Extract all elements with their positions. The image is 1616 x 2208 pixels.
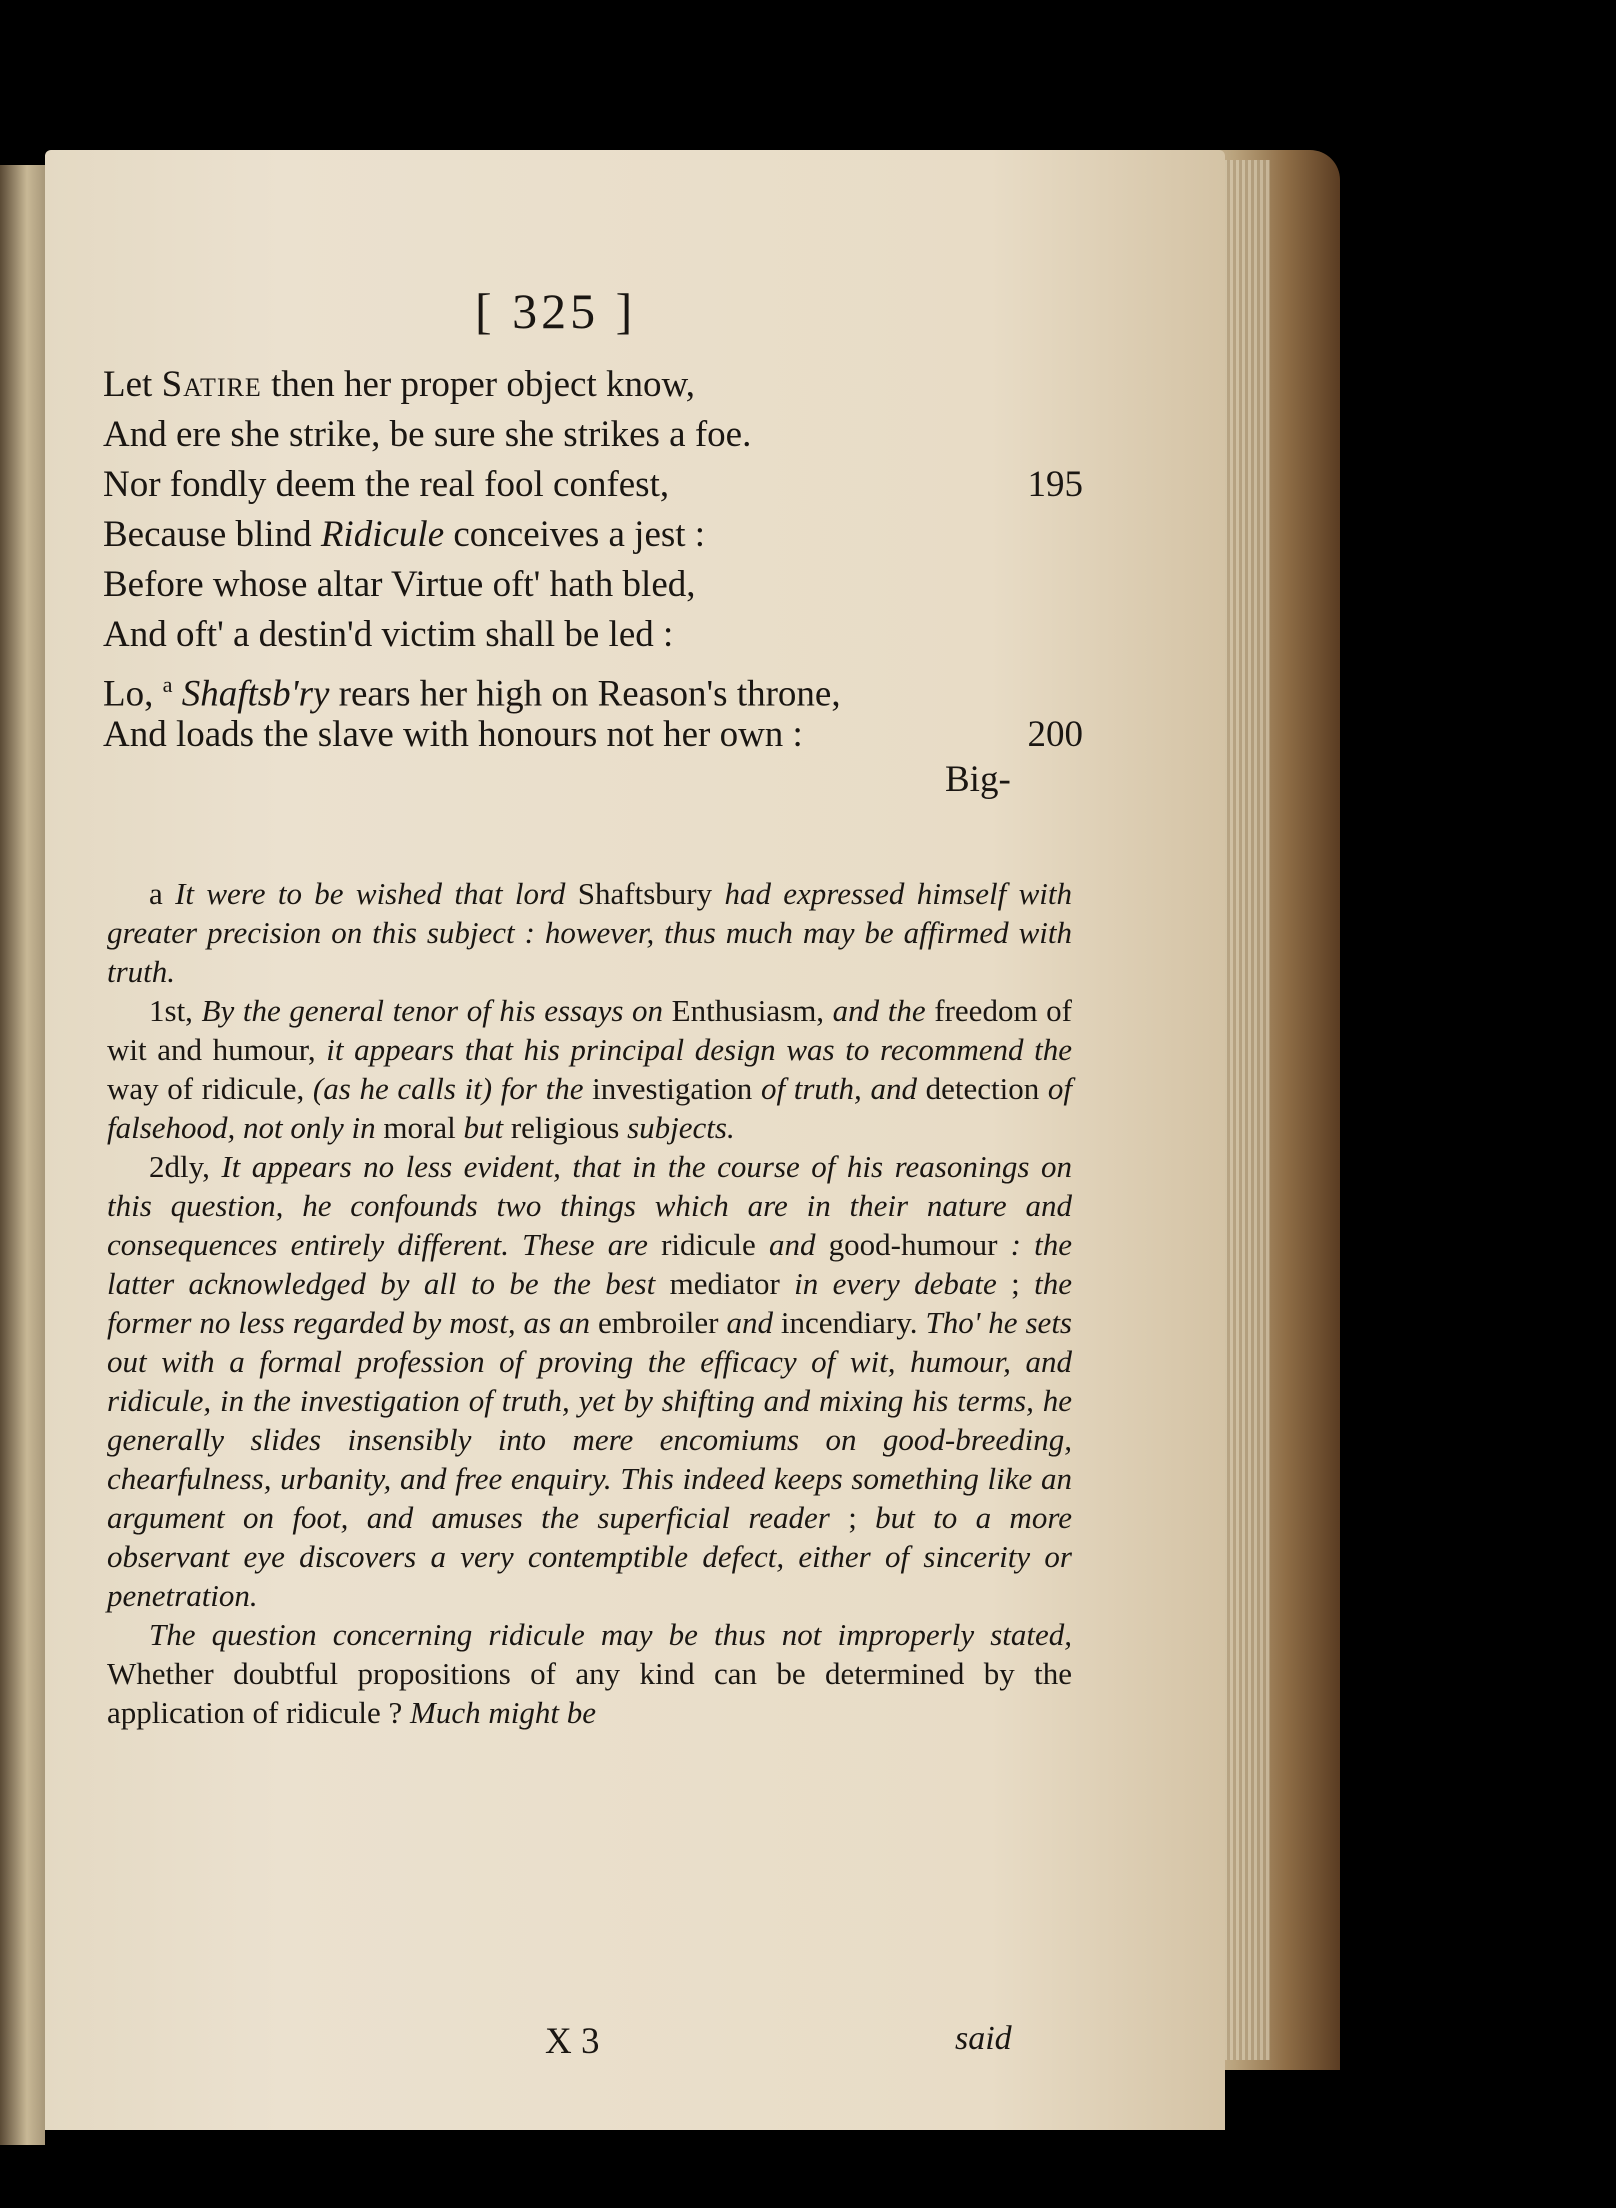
verse-line [103, 510, 1083, 560]
text-run: good-humour [828, 1227, 998, 1262]
text-run: in every debate [779, 1266, 997, 1301]
line-number: 195 [1027, 464, 1083, 505]
verse-line [103, 710, 1083, 760]
verse-line [103, 410, 1083, 460]
text-run: By the general tenor of his essays on [201, 993, 672, 1028]
text-run [172, 673, 181, 714]
text-run: the former no less regarded by most, as an [107, 1266, 1072, 1340]
text-run: Lo, [103, 673, 163, 715]
catchword: Big- [945, 759, 1011, 800]
text-run: Tho' he sets out with a formal profession of proving the efficacy of wit, humour, and ridicule, in the investigation of truth, yet by shifting and mixing his terms, he generally slides insensibly into mere encomiums on good-breeding, chearfulness, urbanity, and free enquiry. This indeed keeps something like an argument on foot, and amuses the superficial reader [107, 1305, 1072, 1535]
text-run: Because blind [103, 514, 321, 555]
text-run: It were to be wished that lord [175, 876, 578, 911]
verse-block [103, 360, 1083, 760]
verse-line [103, 660, 1083, 715]
text-run: of falsehood, not only in [107, 1071, 1073, 1145]
text-run: mediator [669, 1266, 780, 1301]
text-run: Enthusiasm, [671, 993, 825, 1028]
text-run: subjects. [619, 1110, 735, 1145]
footnote-paragraph [107, 991, 1072, 1147]
text-run: Let [103, 364, 162, 405]
text-run: but [455, 1110, 511, 1145]
text-run: ; [996, 1266, 1035, 1301]
text-run: incendiary. [780, 1305, 918, 1340]
text-run: The question concerning ridicule may be thus not improperly stated, [149, 1617, 1072, 1652]
line-number: 200 [1027, 714, 1083, 755]
text-run: religious [510, 1110, 620, 1145]
text-run: Ridicule [320, 514, 445, 555]
text-run: Shaftsb'ry [181, 673, 330, 715]
text-run: It appears no less evident, that in the course of his reasonings on this question, he confounds two things which are in their nature and consequences entirely different. These are [107, 1149, 1072, 1262]
text-run: detection [925, 1071, 1040, 1106]
text-run: of truth, and [752, 1071, 926, 1106]
verse-line [103, 360, 1083, 410]
text-run: Satire [161, 364, 262, 405]
text-run: investigation [592, 1071, 753, 1106]
text-run: And oft' a destin'd victim shall be led : [103, 614, 674, 655]
text-run: then her proper object know, [261, 364, 696, 405]
text-run: moral [383, 1110, 456, 1145]
text-run: 2dly, [149, 1149, 222, 1184]
text-run: Nor fondly deem the real fool confest, [103, 464, 670, 505]
text-run: And ere she strike, be sure she strikes a foe. [103, 414, 752, 455]
text-run: 1st, [149, 993, 202, 1028]
text-run: embroiler [598, 1305, 719, 1340]
verse-line [103, 560, 1083, 610]
verse-line [103, 460, 1083, 510]
facing-page-edge [0, 165, 45, 2145]
footnote-paragraph [107, 1615, 1072, 1732]
text-run: Whether doubtful propositions of any kind can be determined by the application of ridicule ? [107, 1656, 1072, 1730]
text-run: had expressed himself with greater precision on this subject : however, thus much may be affirmed with truth. [107, 876, 1072, 989]
text-run: freedom of wit and humour, [107, 993, 1072, 1067]
footnote-block [107, 874, 1072, 1732]
text-run: (as he calls it) for the [304, 1071, 593, 1106]
page-number-header: [ 325 ] [475, 283, 637, 339]
text-run: Before whose altar Virtue oft' hath bled, [103, 564, 696, 605]
text-run: And loads the slave with honours not her own : [103, 714, 803, 755]
signature-mark: X 3 [545, 2021, 600, 2062]
footnote-paragraph [107, 1147, 1072, 1615]
book-page [45, 150, 1225, 2130]
text-run: it appears that his principal design was to recommend the [315, 1032, 1072, 1067]
text-run: ridicule [661, 1227, 756, 1262]
text-run: a [162, 672, 173, 697]
text-run: and [718, 1305, 781, 1340]
text-run: way of ridicule, [107, 1071, 305, 1106]
text-run: a [149, 876, 176, 911]
text-run: and the [824, 993, 935, 1028]
text-run: rears her high on Reason's throne, [329, 673, 841, 715]
text-run: Much might be [410, 1695, 596, 1730]
verse-line [103, 610, 1083, 660]
footnote-paragraph [107, 874, 1072, 991]
text-run: ; [829, 1500, 876, 1535]
text-run: Shaftsbury [577, 876, 713, 911]
text-run: but to a more observant eye discovers a very contemptible defect, either of sincerity or penetration. [107, 1500, 1072, 1613]
text-run: and [755, 1227, 829, 1262]
footer-catchword: said [955, 2020, 1012, 2057]
text-run: : the latter acknowledged by all to be the best [107, 1227, 1072, 1301]
text-run: conceives a jest : [444, 514, 706, 555]
